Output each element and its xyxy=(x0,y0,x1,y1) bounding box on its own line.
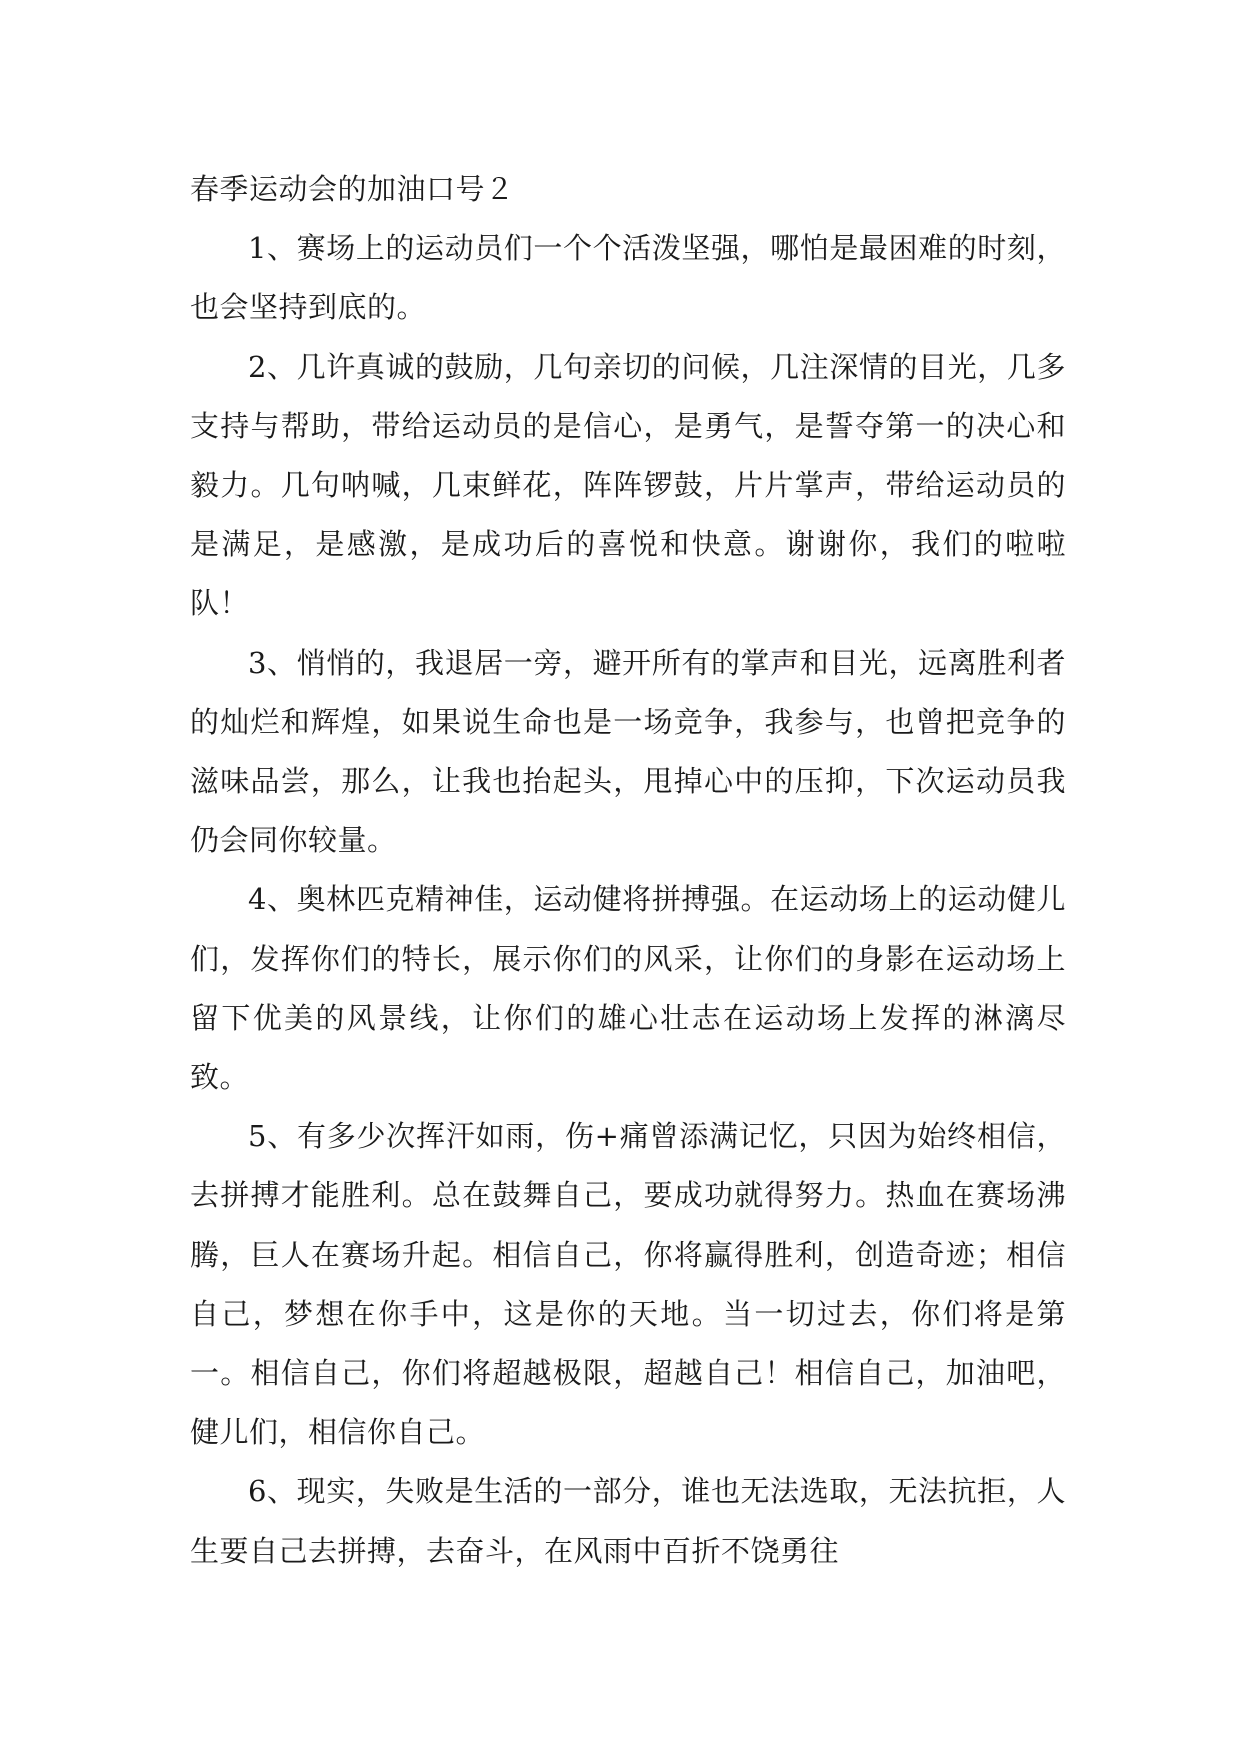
document-title: 春季运动会的加油口号２ xyxy=(190,172,515,206)
paragraph-5: 5、有多少次挥汗如雨，伤+痛曾添满记忆，只因为始终相信，去拼搏才能胜利。总在鼓舞自己，要成功就得努力。热血在赛场沸腾，巨人在赛场升起。相信自己，你将赢得胜利，创造奇迹；相信自己，梦想在你手中，这是你的天地。当一切过去，你们将是第一。相信自己，你们将超越极限，超越自己！相信自己，加油吧，健儿们，相信你自己。 xyxy=(190,1119,1066,1450)
paragraph-4: 4、奥林匹克精神佳，运动健将拼搏强。在运动场上的运动健儿们，发挥你们的特长，展示你们的风采，让你们的身影在运动场上留下优美的风景线，让你们的雄心壮志在运动场上发挥的淋漓尽致。 xyxy=(190,882,1066,1095)
paragraph-2: 2、几许真诚的鼓励，几句亲切的问候，几注深情的目光，几多支持与帮助，带给运动员的是信心，是勇气，是誓夺第一的决心和毅力。几句呐喊，几束鲜花，阵阵锣鼓，片片掌声，带给运动员的是满足，是感激，是成功后的喜悦和快意。谢谢你，我们的啦啦队！ xyxy=(190,349,1066,621)
document-body xyxy=(190,160,1066,1581)
paragraph-1: 1、赛场上的运动员们一个个活泼坚强，哪怕是最困难的时刻，也会坚持到底的。 xyxy=(190,231,1066,325)
paragraph-6: 6、现实，失败是生活的一部分，谁也无法选取，无法抗拒，人生要自己去拼搏，去奋斗，在风雨中百折不饶勇往 xyxy=(190,1474,1066,1568)
paragraph-3: 3、悄悄的，我退居一旁，避开所有的掌声和目光，远离胜利者的灿烂和辉煌，如果说生命也是一场竞争，我参与，也曾把竞争的滋味品尝，那么，让我也抬起头，甩掉心中的压抑，下次运动员我仍会同你较量。 xyxy=(190,645,1066,858)
